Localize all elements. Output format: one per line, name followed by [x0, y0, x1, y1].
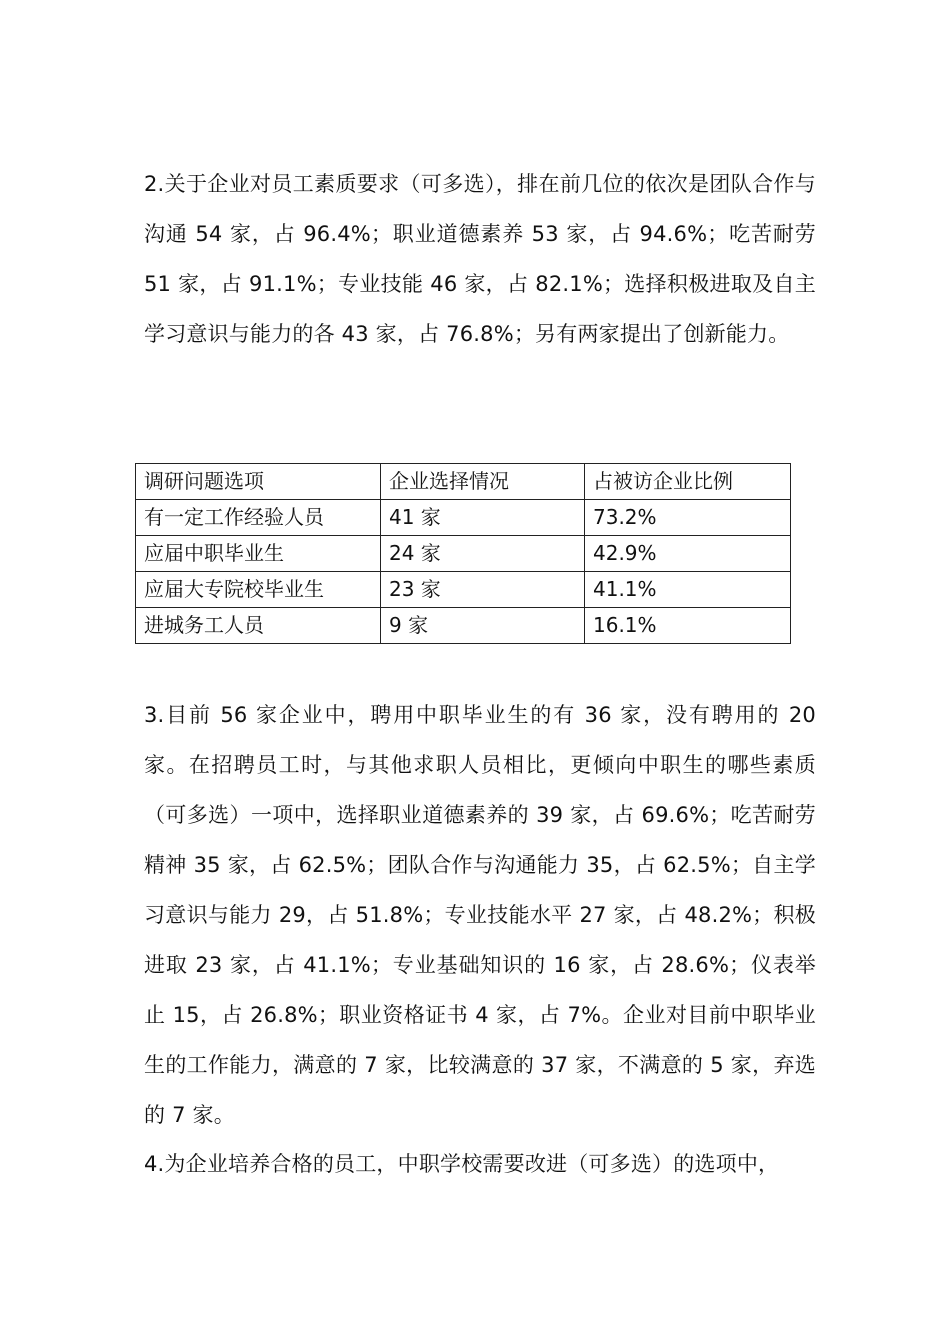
- table-cell: 应届中职毕业生: [136, 536, 381, 572]
- table-row: [136, 500, 791, 536]
- table-header-cell: 调研问题选项: [136, 464, 381, 500]
- paragraph-2-staff-quality: 2.关于企业对员工素质要求（可多选），排在前几位的依次是团队合作与沟通 54 家，占 96.4%；职业道德素养 53 家，占 94.6%；吃苦耐劳 51 家，占 91.1%；专业技能 46 家，占 82.1%；选择积极进取及自主学习意识与能力的各 43 家，占 76.8%；另有两家提出了创新能力。: [144, 172, 816, 346]
- table-row: [136, 572, 791, 608]
- table-row: [136, 608, 791, 644]
- table-cell: 有一定工作经验人员: [136, 500, 381, 536]
- table-cell: 73.2%: [585, 500, 791, 536]
- table-cell: 41 家: [381, 500, 585, 536]
- table-cell: 应届大专院校毕业生: [136, 572, 381, 608]
- table-cell: 41.1%: [585, 572, 791, 608]
- table-cell: 16.1%: [585, 608, 791, 644]
- table-cell: 23 家: [381, 572, 585, 608]
- table-cell: 进城务工人员: [136, 608, 381, 644]
- survey-table: [135, 463, 791, 644]
- table-cell: 9 家: [381, 608, 585, 644]
- table-header-cell: 企业选择情况: [381, 464, 585, 500]
- table-header-row: [136, 464, 791, 500]
- table-row: [136, 536, 791, 572]
- paragraph-4-school-improvements: 4.为企业培养合格的员工，中职学校需要改进（可多选）的选项中，: [144, 1152, 780, 1176]
- paragraph-3-hiring-preferences: 3.目前 56 家企业中，聘用中职毕业生的有 36 家，没有聘用的 20 家。在招聘员工时，与其他求职人员相比，更倾向中职生的哪些素质（可多选）一项中，选择职业道德素养的 39 家，占 69.6%；吃苦耐劳精神 35 家，占 62.5%；团队合作与沟通能力 35，占 62.5%；自主学习意识与能力 29，占 51.8%；专业技能水平 27 家，占 48.2%；积极进取 23 家，占 41.1%；专业基础知识的 16 家，占 28.6%；仪表举止 15，占 26.8%；职业资格证书 4 家，占 7%。企业对目前中职毕业生的工作能力，满意的 7 家，比较满意的 37 家，不满意的 5 家，弃选的 7 家。: [144, 703, 816, 1127]
- table-cell: 42.9%: [585, 536, 791, 572]
- table-cell: 24 家: [381, 536, 585, 572]
- table-header-cell: 占被访企业比例: [585, 464, 791, 500]
